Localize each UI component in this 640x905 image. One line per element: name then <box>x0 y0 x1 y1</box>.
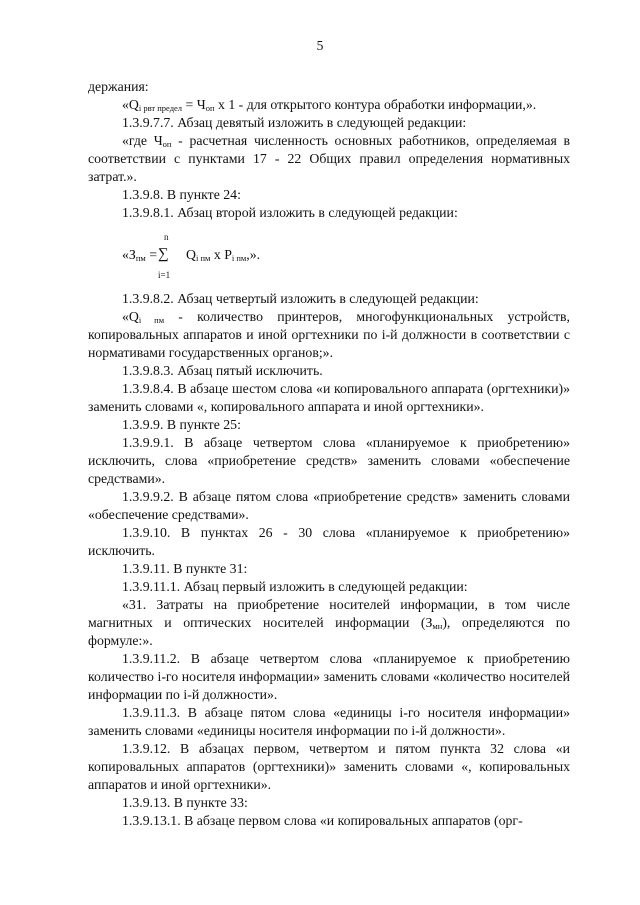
text-fragment: = Ч <box>182 97 206 112</box>
paragraph: 1.3.9.8.1. Абзац второй изложить в следующей редакции: <box>122 205 458 220</box>
sum-lower-limit: i=1 <box>158 270 171 280</box>
text-fragment: «Q <box>122 97 139 112</box>
subscript: оп <box>205 103 215 113</box>
subscript: i пм <box>195 253 211 263</box>
formula-text: ,». <box>246 247 261 262</box>
paragraph: 1.3.9.11.2. В абзаце четвертом слова «планируемое к приобретению количество i-го носителя информации» заменить словами «количество носителей информации по i-й должности». <box>88 651 570 702</box>
subscript: мн <box>432 621 443 631</box>
paragraph <box>88 596 570 650</box>
document-body <box>88 78 570 830</box>
paragraph <box>88 308 570 362</box>
subscript: пм <box>135 253 146 263</box>
formula-text: x P <box>210 247 232 262</box>
paragraph-continuation: держания: <box>88 79 149 94</box>
formula-text: Q <box>186 247 196 262</box>
text-fragment: - количество принтеров, многофункциональных устройств, копировальных аппаратов и иной оргтехники по i-й должности в соответствии с нормативами государственных органов;». <box>88 309 570 360</box>
text-fragment: «31. Затраты на приобретение носителей информации, в том числе магнитных и оптических носителей информации (З <box>88 597 570 630</box>
text-fragment: «Q <box>122 309 139 324</box>
paragraph: 1.3.9.9.2. В абзаце пятом слова «приобретение средств» заменить словами «обеспечение средствами». <box>88 489 570 522</box>
paragraph: 1.3.9.10. В пунктах 26 - 30 слова «планируемое к приобретению» исключить. <box>88 525 570 558</box>
paragraph: 1.3.9.13.1. В абзаце первом слова «и копировальных аппаратов (орг- <box>122 813 523 828</box>
sigma-symbol: ∑ <box>158 246 169 262</box>
paragraph: 1.3.9.8.3. Абзац пятый исключить. <box>122 363 323 378</box>
formula-text: = <box>145 247 157 262</box>
paragraph: 1.3.9.13. В пункте 33: <box>122 795 248 810</box>
formula-text: «З <box>122 247 136 262</box>
paragraph: 1.3.9.8.4. В абзаце шестом слова «и копировального аппарата (оргтехники)» заменить словами «, копировального аппарата и иной оргтехники». <box>88 381 570 414</box>
paragraph-formula-quote <box>88 96 570 114</box>
text-fragment: «где Ч <box>122 133 163 148</box>
text-fragment: x 1 - для открытого контура обработки информации,». <box>214 97 537 112</box>
sum-upper-limit: n <box>164 232 169 242</box>
paragraph: 1.3.9.8. В пункте 24: <box>122 187 241 202</box>
paragraph: 1.3.9.9. В пункте 25: <box>122 417 241 432</box>
paragraph <box>88 132 570 186</box>
paragraph: 1.3.9.12. В абзацах первом, четвертом и пятом пункта 32 слова «и копировальных аппаратов (оргтехники)» заменить словами «, копировальных аппаратов и иной оргтехники». <box>88 741 570 792</box>
paragraph: 1.3.9.8.2. Абзац четвертый изложить в следующей редакции: <box>122 291 479 306</box>
formula-lhs <box>122 246 157 264</box>
paragraph: 1.3.9.11. В пункте 31: <box>122 561 248 576</box>
paragraph: 1.3.9.9.1. В абзаце четвертом слова «планируемое к приобретению» исключить, слова «приобретение средств» заменить словами «обеспечение средствами». <box>88 435 570 486</box>
paragraph: 1.3.9.7.7. Абзац девятый изложить в следующей редакции: <box>122 115 467 130</box>
paragraph: 1.3.9.11.1. Абзац первый изложить в следующей редакции: <box>122 579 468 594</box>
subscript: i рвт предел <box>138 103 183 113</box>
formula-rhs <box>186 246 260 264</box>
subscript: i пм <box>138 315 165 325</box>
subscript: оп <box>162 139 172 149</box>
text-fragment: ), определяются по формуле:». <box>88 615 570 648</box>
paragraph: 1.3.9.11.3. В абзаце пятом слова «единицы i-го носителя информации» заменить словами «единицы носителя информации по i-й должности». <box>88 705 570 738</box>
formula <box>88 226 570 278</box>
text-fragment: - расчетная численность основных работников, определяемая в соответствии с пунктами 17 - 22 Общих правил определения нормативных затрат.». <box>88 133 570 184</box>
subscript: i пм <box>231 253 247 263</box>
page-number: 5 <box>316 38 324 53</box>
